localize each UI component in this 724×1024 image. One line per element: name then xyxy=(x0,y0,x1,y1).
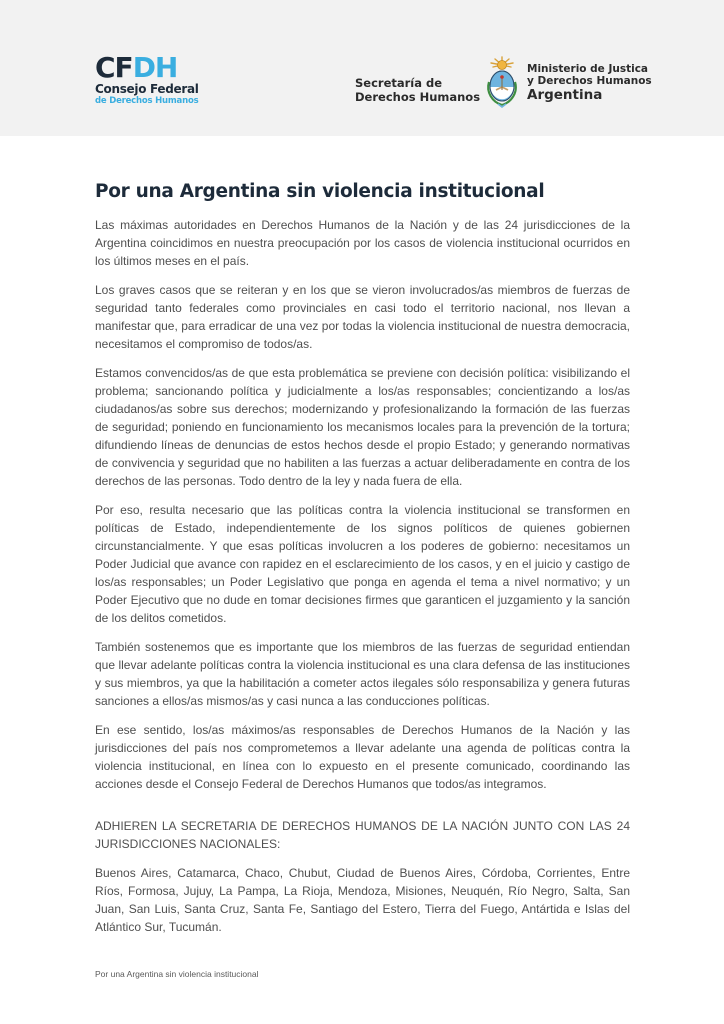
cfdh-logo-mark xyxy=(95,51,199,84)
paragraph-6: En ese sentido, los/as máximos/as responsables de Derechos Humanos de la Nación y las jurisdicciones del país nos comprometemos a llevar adelante una agenda de políticas contra la violencia institucional, en línea con lo expuesto en el presente comunicado, coordinando las acciones desde el Consejo Federal de Derechos Humanos que todos/as integramos. xyxy=(95,723,630,791)
paragraph-2: Los graves casos que se reiteran y en los que se vieron involucrados/as miembros de fuerzas de seguridad tanto federales como provinciales en casi todo el territorio nacional, nos llevan a manifestar que, para erradicar de una vez por todas la violencia institucional de nuestra democracia, necesitamos el compromiso de todos/as. xyxy=(95,283,630,351)
jurisdicciones-list: Buenos Aires, Catamarca, Chaco, Chubut, Ciudad de Buenos Aires, Córdoba, Corrientes, Entre Ríos, Formosa, Jujuy, La Pampa, La Rioja, Mendoza, Misiones, Neuquén, Río Negro, Salta, San Juan, San Luis, Santa Cruz, Santa Fe, Santiago del Estero, Tierra del Fuego, Antártida e Islas del Atlántico Sur, Tucumán. xyxy=(95,866,630,934)
cfdh-logo-mark-cf: CF xyxy=(95,51,133,84)
paragraph-3: Estamos convencidos/as de que esta problemática se previene con decisión política: visibilizando el problema; sancionando política y judicialmente a los/as responsables; concientizando a los/as ciudadanos/as sobre sus derechos; modernizando y profesionalizando la formación de las fuerzas de seguridad; poniendo en funcionamiento los mecanismos locales para la prevención de la tortura; difundiendo líneas de denuncias de estos hechos desde el propio Estado; y generando normativas de convivencia y seguridad que no habiliten a las fuerzas a actuar deliberadamente en contra de los derechos de las personas. Todo dentro de la ley y nada fuera de ella. xyxy=(95,366,630,488)
ministerio-line1: Ministerio de Justica xyxy=(527,63,649,75)
ministerio-label xyxy=(527,63,652,103)
ministerio-line2: y Derechos Humanos xyxy=(527,75,652,87)
secretaria-label xyxy=(355,76,480,104)
adhieren-heading: ADHIEREN LA SECRETARIA DE DERECHOS HUMANOS DE LA NACIÓN JUNTO CON LAS 24 JURISDICCIONES NACIONALES: xyxy=(95,819,630,851)
document-body xyxy=(95,216,630,947)
cfdh-logo xyxy=(95,51,199,106)
page-footer: Por una Argentina sin violencia institucional xyxy=(95,969,259,979)
secretaria-line1: Secretaría de xyxy=(355,76,443,90)
ministerio-line3: Argentina xyxy=(527,87,603,103)
document-title: Por una Argentina sin violencia institucional xyxy=(95,181,545,202)
cfdh-logo-mark-dh: DH xyxy=(132,51,178,84)
paragraph-1: Las máximas autoridades en Derechos Humanos de la Nación y de las 24 jurisdicciones de la Argentina coincidimos en nuestra preocupación por los casos de violencia institucional ocurridos en los últimos meses en el país. xyxy=(95,218,630,268)
coat-of-arms-icon xyxy=(484,56,520,108)
paragraph-5: También sostenemos que es importante que los miembros de las fuerzas de seguridad entiendan que llevar adelante políticas contra la violencia institucional es una clara defensa de las instituciones y sus miembros, ya que la habilitación a cometer actos ilegales sólo responsabiliza y genera futuras sanciones a ellos/as mismos/as y casi nunca a las conducciones políticas. xyxy=(95,640,630,708)
paragraph-4: Por eso, resulta necesario que las políticas contra la violencia institucional se transformen en políticas de Estado, independientemente de los signos políticos de quienes gobiernen circunstancialmente. Y que esas políticas involucren a los poderes de gobierno: necesitamos un Poder Judicial que avance con rapidez en el esclarecimiento de los casos, y en el juicio y castigo de los/as responsables; un Poder Legislativo que ponga en agenda el tema a nivel normativo; y un Poder Ejecutivo que no dude en tomar decisiones firmes que garanticen el juzgamiento y la sanción de los delitos cometidos. xyxy=(95,503,630,625)
cfdh-logo-line2: de Derechos Humanos xyxy=(95,96,199,106)
cfdh-logo-line1: Consejo Federal xyxy=(95,82,199,96)
page-header xyxy=(0,0,724,136)
secretaria-line2: Derechos Humanos xyxy=(355,90,481,104)
